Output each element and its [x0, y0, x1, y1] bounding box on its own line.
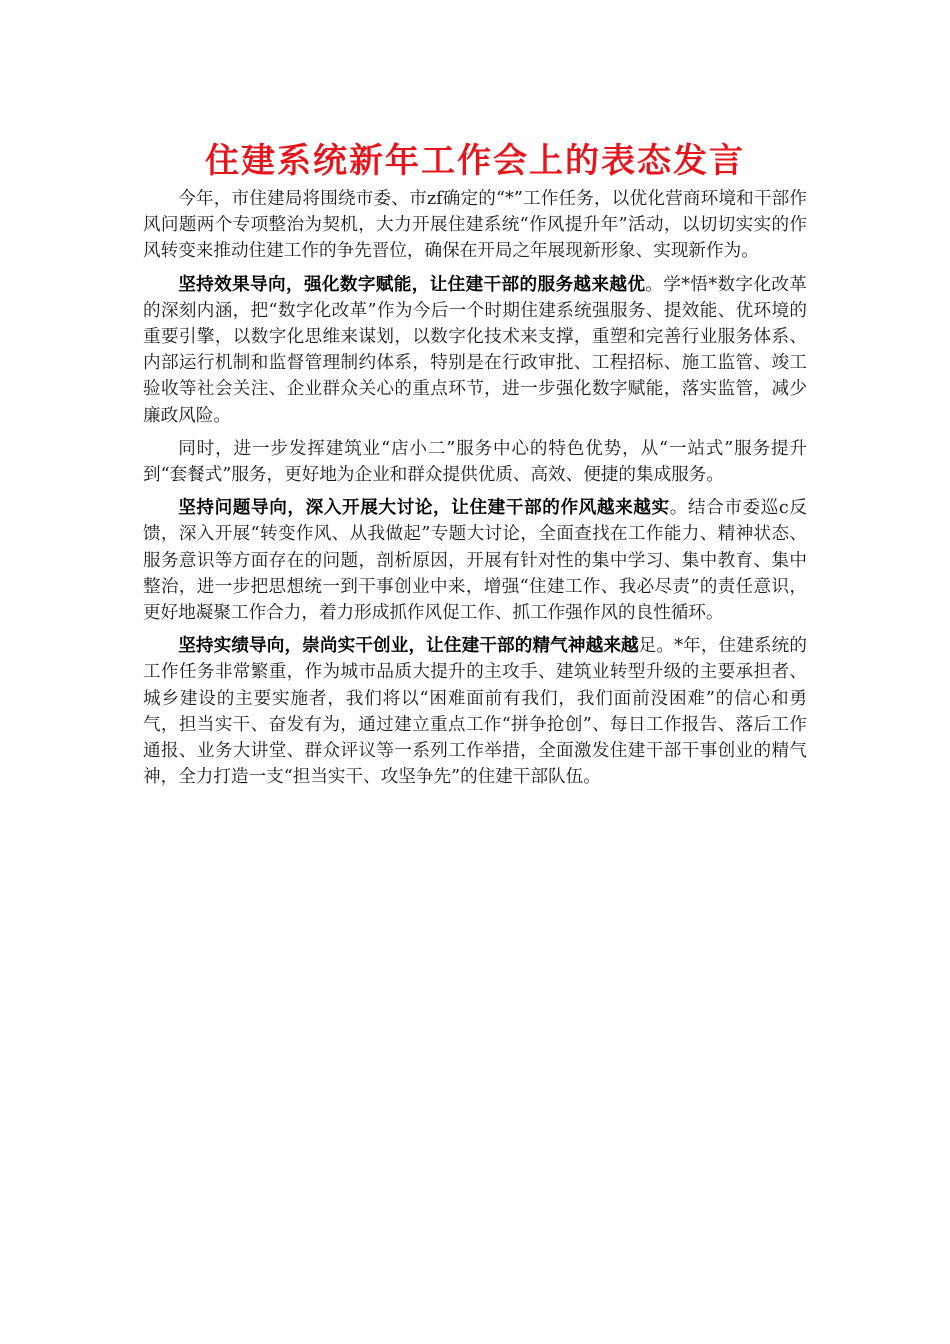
- paragraph-text: 。结合市委巡c反馈，深入开展“转变作风、从我做起”专题大讨论，全面查找在工作能力、精神状态、服务意识等方面存在的问题，剖析原因，开展有针对性的集中学习、集中教育、集中整治，进一步把思想统一到干事创业中来，增强“住建工作、我必尽责”的责任意识，更好地凝聚工作合力，着力形成抓作风促工作、抓工作强作风的良性循环。: [143, 498, 807, 624]
- paragraph-effect-orientation: [143, 272, 807, 429]
- paragraph-problem-orientation: [143, 495, 807, 626]
- paragraph-text: 。学*悟*数字化改革的深刻内涵，把“数字化改革”作为今后一个时期住建系统强服务、提效能、优环境的重要引擎，以数字化思维来谋划，以数字化技术来支撑，重塑和完善行业服务体系、内部运行机制和监督管理制约体系，特别是在行政审批、工程招标、施工监管、竣工验收等社会关注、企业群众关心的重点环节，进一步强化数字赋能，落实监管，减少廉政风险。: [143, 274, 807, 426]
- paragraph-results-orientation: [143, 633, 807, 790]
- paragraph-intro: [143, 186, 807, 265]
- paragraph-lead: 坚持问题导向，深入开展大讨论，让住建干部的作风越来越实: [178, 497, 670, 519]
- paragraph-service-center: [143, 436, 807, 488]
- document-body: [143, 186, 807, 797]
- paragraph-text: 同时，进一步发挥建筑业“店小二”服务中心的特色优势，从“一站式”服务提升到“套餐式”服务，更好地为企业和群众提供优质、高效、便捷的集成服务。: [143, 438, 807, 486]
- paragraph-lead: 坚持效果导向，强化数字赋能，让住建干部的服务越来越优: [178, 273, 646, 295]
- paragraph-text: 足。*年，住建系统的工作任务非常繁重，作为城市品质大提升的主攻手、建筑业转型升级的主要承担者、城乡建设的主要实施者，我们将以“困难面前有我们，我们面前没困难”的信心和勇气，担当实干、奋发有为，通过建立重点工作“拼争抢创”、每日工作报告、落后工作通报、业务大讲堂、群众评议等一系列工作举措，全面激发住建干部干事创业的精气神，全力打造一支“担当实干、攻坚争先”的住建干部队伍。: [143, 636, 807, 788]
- document-title: 住建系统新年工作会上的表态发言: [205, 141, 745, 181]
- paragraph-text: 今年，市住建局将围绕市委、市zf确定的“*”工作任务，以优化营商环境和干部作风问题两个专项整治为契机，大力开展住建系统“作风提升年”活动，以切切实实的作风转变来推动住建工作的争先晋位，确保在开局之年展现新形象、实现新作为。: [143, 189, 807, 262]
- paragraph-lead: 坚持实绩导向，崇尚实干创业，让住建干部的精气神越来越: [178, 635, 639, 657]
